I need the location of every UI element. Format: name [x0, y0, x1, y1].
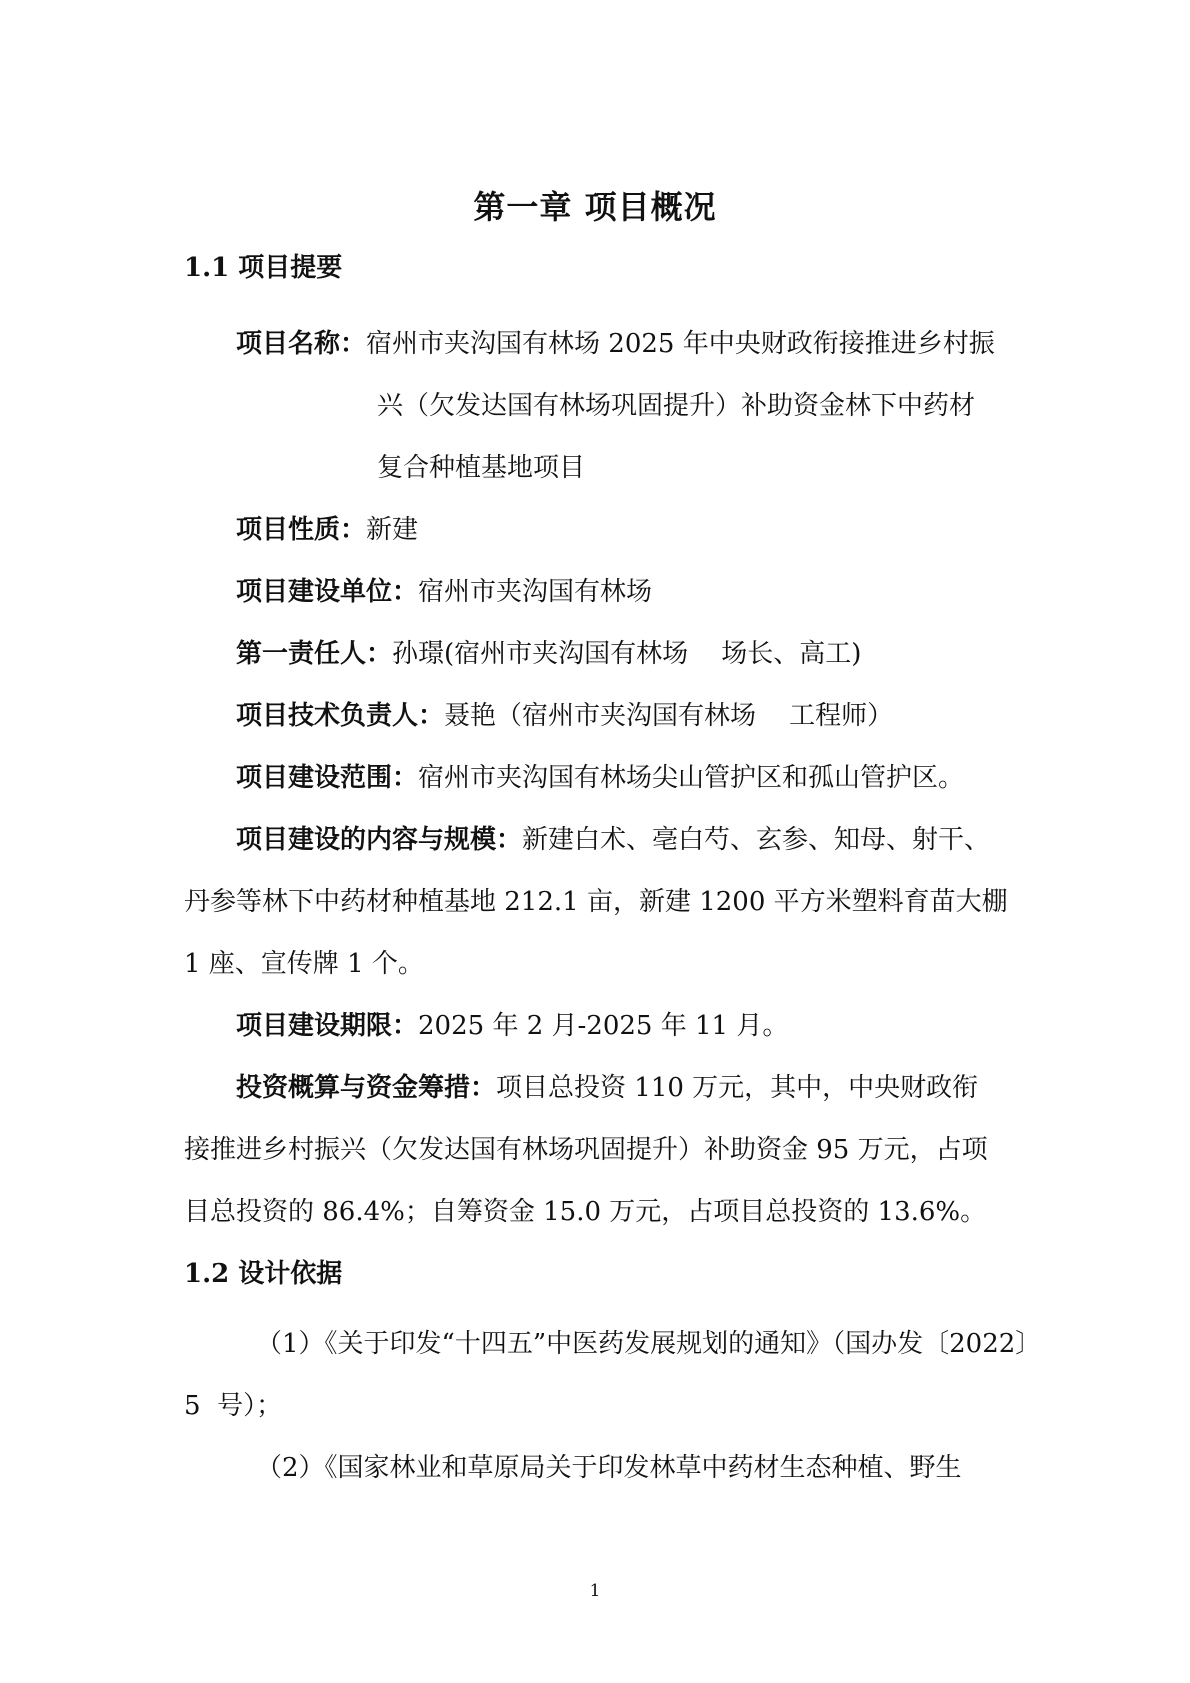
construction-unit-value: 宿州市夹沟国有林场 [418, 577, 653, 607]
construction-period-label: 项目建设期限： [236, 1011, 419, 1041]
construction-period-value: 2025 年 2 月-2025 年 11 月。 [418, 1011, 789, 1041]
first-responsible-label: 第一责任人： [236, 639, 393, 669]
construction-unit-label: 项目建设单位： [236, 577, 419, 607]
basis-1-line2: 5 号）； [184, 1391, 283, 1421]
project-nature-label: 项目性质： [236, 515, 367, 545]
investment-label: 投资概算与资金筹措： [236, 1073, 497, 1103]
content-scale-line1 [236, 809, 990, 871]
content-scale-line3: 1 座、宣传牌 1 个。 [184, 949, 424, 979]
project-name-label: 项目名称： [236, 329, 367, 359]
investment-line2: 接推进乡村振兴（欠发达国有林场巩固提升）补助资金 95 万元，占项 [184, 1135, 988, 1165]
section-heading-1-2: 1.2 设计依据 [184, 1259, 343, 1289]
section-heading-1-1: 1.1 项目提要 [184, 253, 343, 283]
tech-responsible-value: 聂艳（宿州市夹沟国有林场 工程师） [444, 701, 894, 731]
basis-1-line1: （1）《关于印发“十四五”中医药发展规划的通知》（国办发〔2022〕 [256, 1329, 1042, 1359]
basis-2-line1: （2）《国家林业和草原局关于印发林草中药材生态种植、野生 [256, 1453, 962, 1483]
page-number: 1 [589, 1581, 601, 1601]
project-name-value-line1: 宿州市夹沟国有林场 2025 年中央财政衔接推进乡村振 [366, 329, 995, 359]
investment-line1 [236, 1057, 978, 1119]
investment-value-line1: 项目总投资 110 万元，其中，中央财政衔 [496, 1073, 979, 1103]
chapter-title: 第一章 项目概况 [473, 188, 717, 226]
project-name-line1 [236, 313, 995, 375]
content-scale-value-line1: 新建白术、亳白芍、玄参、知母、射干、 [522, 825, 991, 855]
project-name-line3: 复合种植基地项目 [377, 453, 586, 483]
first-responsible-value: 孙璟(宿州市夹沟国有林场 场长、高工) [392, 639, 862, 669]
project-nature-value: 新建 [366, 515, 419, 545]
tech-responsible [236, 685, 893, 747]
investment-line3: 目总投资的 86.4%；自筹资金 15.0 万元，占项目总投资的 13.6%。 [184, 1197, 987, 1227]
content-scale-line2: 丹参等林下中药材种植基地 212.1 亩，新建 1200 平方米塑料育苗大棚 [184, 887, 1008, 917]
construction-scope-value: 宿州市夹沟国有林场尖山管护区和孤山管护区。 [418, 763, 965, 793]
construction-unit [236, 561, 652, 623]
tech-responsible-label: 项目技术负责人： [236, 701, 445, 731]
project-name-line2: 兴（欠发达国有林场巩固提升）补助资金林下中药材 [377, 391, 976, 421]
construction-period [236, 995, 788, 1057]
construction-scope [236, 747, 964, 809]
project-nature [236, 499, 418, 561]
first-responsible [236, 623, 861, 685]
construction-scope-label: 项目建设范围： [236, 763, 419, 793]
content-scale-label: 项目建设的内容与规模： [236, 825, 523, 855]
